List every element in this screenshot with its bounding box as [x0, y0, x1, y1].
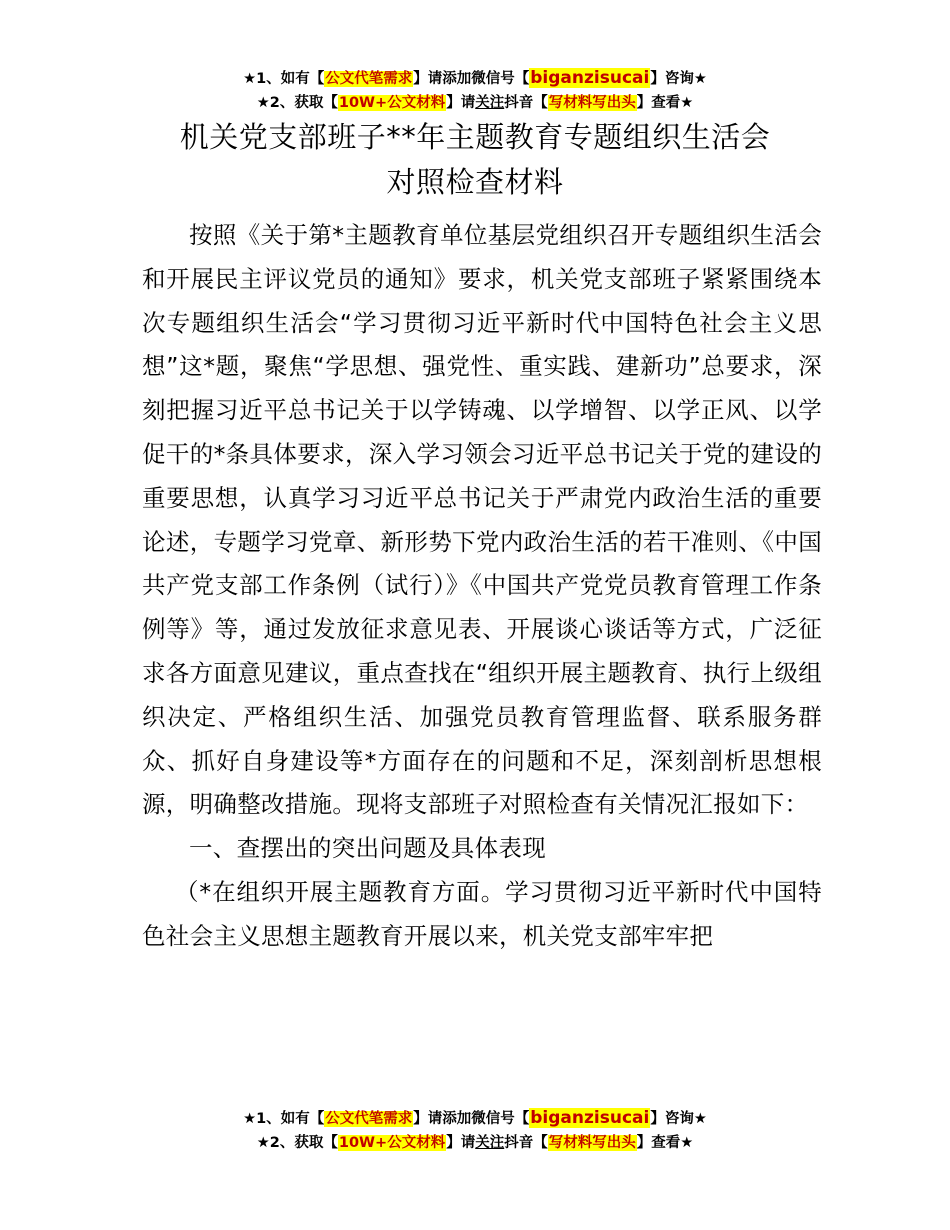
footer-line-2-prefix: ★2、获取【 [256, 1135, 338, 1151]
footer-promo-line-2 [0, 1131, 950, 1155]
promo-highlight-wechat-id: biganzisucai [530, 68, 650, 88]
promo-highlight-materials: 10W+公文材料 [338, 95, 446, 111]
footer-line-2-follow: 关注 [475, 1135, 505, 1151]
footer-line-2-middle-a: 】请 [446, 1135, 476, 1151]
document-title-line-2: 对照检查材料 [386, 165, 564, 199]
document-body [142, 214, 822, 959]
body-paragraph-intro: 按照《关于第*主题教育单位基层党组织召开专题组织生活会和开展民主评议党员的通知》要求，机关党支部班子紧紧围绕本次专题组织生活会“学习贯彻习近平新时代中国特色社会主义思想”这*题，聚焦“学思想、强党性、重实践、建新功”总要求，深刻把握习近平总书记关于以学铸魂、以学增智、以学正风、以学促干的*条具体要求，深入学习领会习近平总书记关于党的建设的重要思想，认真学习习近平总书记关于严肃党内政治生活的重要论述，专题学习党章、新形势下党内政治生活的若干准则、《中国共产党支部工作条例（试行）》《中国共产党党员教育管理工作条例等》等，通过发放征求意见表、开展谈心谈话等方式，广泛征求各方面意见建议，重点查找在“组织开展主题教育、执行上级组织决定、严格组织生活、加强党员教育管理监督、联系服务群众、抓好自身建设等*方面存在的问题和不足，深刻剖析思想根源，明确整改措施。现将支部班子对照检查有关情况汇报如下： [142, 221, 822, 819]
section-heading-1: 一、查摆出的突出问题及具体表现 [189, 834, 546, 863]
promo-line-2-follow: 关注 [475, 95, 505, 111]
footer-line-2-middle-b: 抖音【 [504, 1135, 548, 1151]
promo-line-1 [0, 66, 950, 91]
promo-highlight-ghostwriting: 公文代笔需求 [325, 71, 413, 87]
footer-line-1-middle: 】请添加微信号【 [413, 1111, 530, 1127]
footer-highlight-ghostwriting: 公文代笔需求 [325, 1111, 413, 1127]
promo-line-2-prefix: ★2、获取【 [256, 95, 338, 111]
footer-promo-banner [0, 1106, 950, 1155]
footer-promo-line-1 [0, 1106, 950, 1131]
document-title-line-1: 机关党支部班子**年主题教育专题组织生活会 [179, 120, 771, 154]
promo-line-1-middle: 】请添加微信号【 [413, 71, 530, 87]
footer-highlight-wechat-id: biganzisucai [530, 1108, 650, 1128]
promo-line-2-middle-b: 抖音【 [504, 95, 548, 111]
body-paragraph-section-1: （*在组织开展主题教育方面。学习贯彻习近平新时代中国特色社会主义思想主题教育开展以来，机关党支部牢牢把 [142, 877, 822, 950]
header-promo-banner [0, 66, 950, 115]
promo-line-1-suffix: 】咨询★ [650, 71, 707, 87]
promo-line-1-prefix: ★1、如有【 [243, 71, 325, 87]
footer-line-2-suffix: 】查看★ [636, 1135, 694, 1151]
footer-line-1-prefix: ★1、如有【 [243, 1111, 325, 1127]
promo-highlight-douyin: 写材料写出头 [548, 95, 636, 111]
footer-line-1-suffix: 】咨询★ [650, 1111, 707, 1127]
footer-highlight-douyin: 写材料写出头 [548, 1135, 636, 1151]
footer-highlight-materials: 10W+公文材料 [338, 1135, 446, 1151]
promo-line-2-middle-a: 】请 [446, 95, 476, 111]
promo-line-2-suffix: 】查看★ [636, 95, 694, 111]
